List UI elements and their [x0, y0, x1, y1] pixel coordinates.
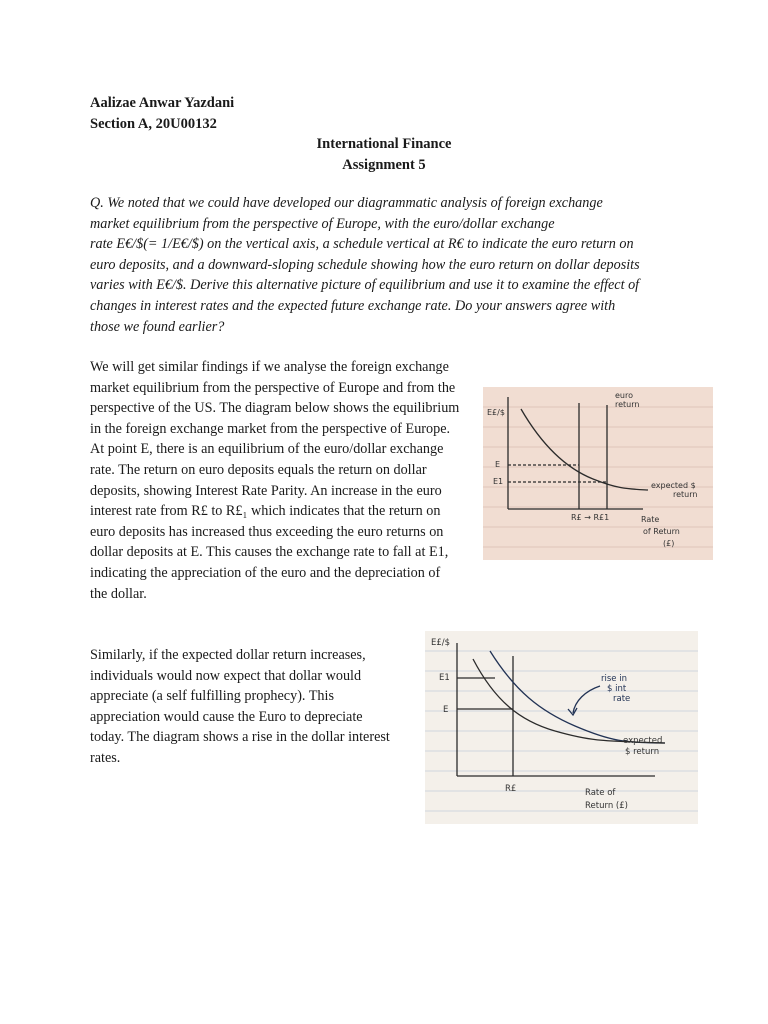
shifted-dollar-return-curve	[490, 651, 665, 743]
answer-line: today. The diagram shows a rise in the dollar interest	[90, 729, 390, 746]
diagram-2-svg	[425, 631, 698, 824]
expected-dollar-return-curve	[473, 659, 665, 743]
answer-paragraph-1	[90, 357, 490, 604]
answer-line: appreciation would cause the Euro to depreciate	[90, 708, 363, 725]
schedule-label-1: expected	[623, 736, 663, 746]
y-axis-label: E£/$	[431, 638, 451, 648]
question-line: varies with E€/$. Derive this alternative picture of equilibrium and use it to examine the effect of	[90, 277, 640, 294]
x-axis-label-2: Return (£)	[585, 801, 628, 811]
answer-line: appreciate (a self fulfilling prophecy). This	[90, 688, 334, 705]
diagram-photo-euro-equilibrium	[483, 387, 713, 560]
answer-line: We will get similar findings if we analyse the foreign exchange	[90, 359, 449, 375]
euro-return-label-bottom: return	[615, 400, 640, 409]
y-axis-label: E£/$	[487, 408, 505, 417]
x-mark-label: R£	[505, 784, 517, 794]
expected-dollar-return-curve	[521, 409, 648, 490]
answer-line: indicating the appreciation of the euro and the depreciation of	[90, 564, 441, 581]
answer-line: rate. The return on euro deposits equals the return on dollar	[90, 461, 427, 478]
question-line: Q. We noted that we could have developed our diagrammatic analysis of foreign exchange	[90, 195, 603, 211]
shift-arrow-head	[568, 708, 577, 715]
answer-line: market equilibrium from the perspective of Europe and from the	[90, 379, 456, 396]
e-label: E	[495, 460, 501, 469]
question-text	[90, 193, 690, 337]
x-axis-label-2: of Return	[643, 527, 680, 536]
answer-line: deposits, showing Interest Rate Parity. An increase in the euro	[90, 482, 442, 499]
question-line: those we found earlier?	[90, 318, 225, 335]
answer-line: euro deposits has increased thus exceeding the euro returns on	[90, 523, 444, 540]
section-id: Section A, 20U00132	[90, 116, 217, 132]
x-marks-label: R£ → R£1	[571, 513, 610, 522]
question-line: euro deposits, and a downward-sloping schedule showing how the euro return on dollar deposits	[90, 256, 640, 273]
schedule-label-2: $ return	[625, 747, 660, 757]
e1-label: E1	[439, 673, 450, 683]
answer-line: in the foreign exchange market from the perspective of Europe.	[90, 420, 451, 437]
course-title: International Finance	[316, 136, 452, 152]
answer-paragraph-2	[90, 645, 390, 769]
shift-label-2: $ int	[607, 684, 627, 694]
euro-return-label-top: euro	[615, 391, 633, 400]
e-label: E	[443, 705, 449, 715]
schedule-label-1: expected $	[651, 481, 696, 490]
x-axis-label-1: Rate	[641, 515, 660, 524]
answer-line: At point E, there is an equilibrium of the euro/dollar exchange	[90, 441, 444, 458]
answer-line: rates.	[90, 749, 121, 766]
answer-line: the dollar.	[90, 585, 147, 602]
question-line: market equilibrium from the perspective of Europe, with the euro/dollar exchange	[90, 215, 555, 232]
question-line: rate E€/$(= 1/E€/$) on the vertical axis, a schedule vertical at R€ to indicate the euro return on	[90, 236, 634, 253]
assignment-title: Assignment 5	[342, 157, 426, 173]
answer-line: interest rate from R£ to R£₁ which indicates that the return on	[90, 503, 441, 520]
schedule-label-2: return	[673, 490, 698, 499]
diagram-1-svg	[483, 387, 713, 560]
shift-label-1: rise in	[601, 674, 627, 684]
author-name: Aalizae Anwar Yazdani	[90, 95, 235, 111]
diagram-photo-dollar-rate-rise	[425, 631, 698, 824]
answer-line: individuals would now expect that dollar would	[90, 667, 362, 684]
shift-label-3: rate	[613, 694, 631, 704]
x-axis-label-3: (£)	[663, 539, 675, 548]
answer-line: perspective of the US. The diagram below shows the equilibrium	[90, 400, 460, 417]
e1-label: E1	[493, 477, 504, 486]
author-block	[90, 93, 234, 135]
question-line: changes in interest rates and the expected future exchange rate. Do your answers agree with	[90, 297, 616, 314]
x-axis-label-1: Rate of	[585, 788, 616, 798]
answer-line: dollar deposits at E. This causes the exchange rate to fall at E1,	[90, 544, 449, 561]
answer-line: Similarly, if the expected dollar return increases,	[90, 647, 366, 663]
